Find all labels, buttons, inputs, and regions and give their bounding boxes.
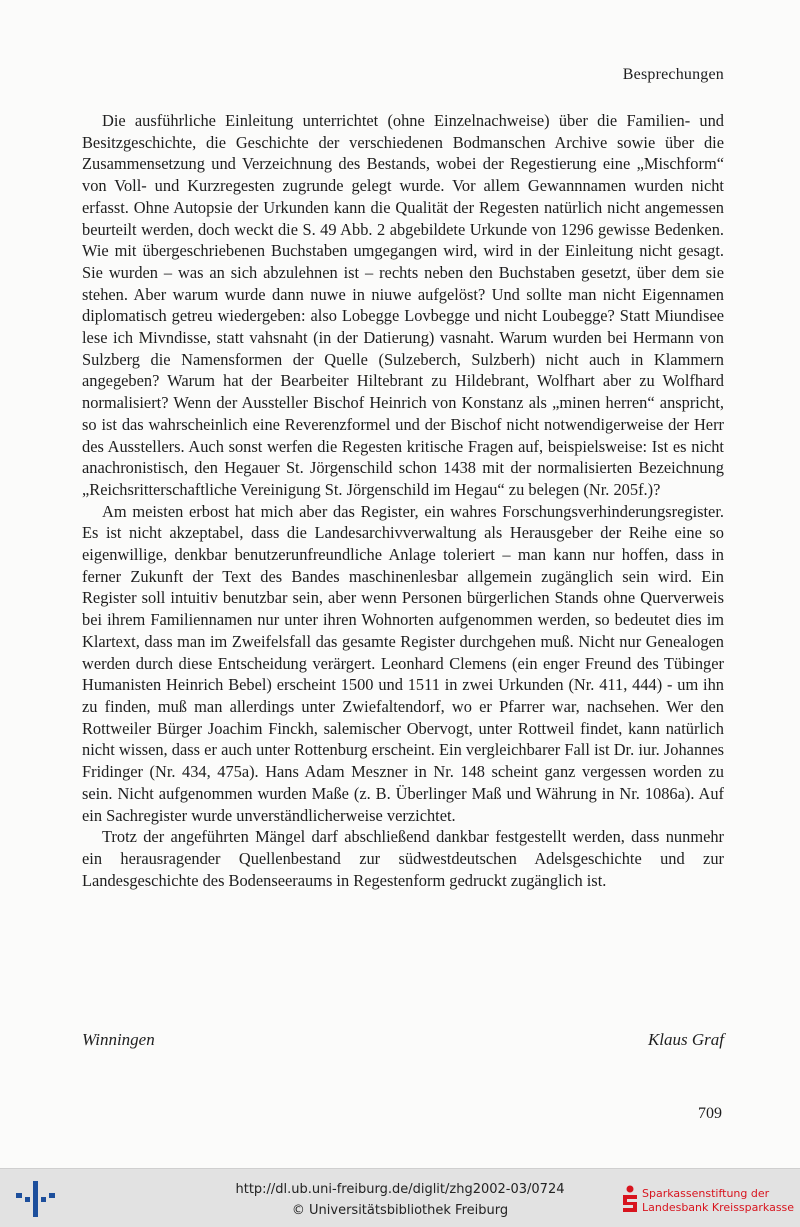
sponsor-line-2: Landesbank Kreissparkasse xyxy=(642,1201,795,1214)
copyright-notice: © Universitätsbibliothek Freiburg xyxy=(291,1203,509,1218)
permalink-link[interactable]: http://dl.ub.uni-freiburg.de/diglit/zhg2002-03/0724 xyxy=(235,1182,565,1197)
running-head: Besprechungen xyxy=(622,66,724,83)
sponsor-text xyxy=(642,1187,794,1215)
viewer-footer xyxy=(0,1168,800,1227)
paragraph-conclusion: Trotz der angeführten Mängel darf abschließend dankbar festgestellt werden, dass nunmehr ein herausragender Quellenbestand zur südwestdeutschen Adelsgeschichte und zur Landesgeschichte des Bodenseeraums in Regestenform gedruckt zugänglich ist. xyxy=(82,827,724,890)
sponsor-line-1: Sparkassenstiftung der xyxy=(642,1187,770,1200)
paragraph-register: Am meisten erbost hat mich aber das Register, ein wahres Forschungsverhinderungsregister. Es ist nicht akzeptabel, dass die Landesarchivverwaltung als Herausgeber der Reihe eine so eigenwillige, denkbar benutzerunfreundliche Anlage toleriert – man kann nur hoffen, dass in ferner Zukunft der Text des Bandes maschinenlesbar allgemein zugänglich sein wird. Ein Register soll intuitiv benutzbar sein, aber wenn Personen bürgerlichen Stands ohne Querverweis bei ihrem Familiennamen nur unter ihren Wohnorten aufgenommen werden, so bedeutet dies im Klartext, dass man im Zweifelsfall das gesamte Register durchgehen muß. Nicht nur Genealogen werden durch diese Entscheidung verärgert. Leonhard Clemens (ein enger Freund des Tübinger Humanisten Heinrich Bebel) erscheint 1500 und 1511 in zwei Urkunden (Nr. 411, 444) - um ihn zu finden, muß man allerdings unter Zwiefaltendorf, wo er Pfarrer war, nachsehen. Wer den Rottweiler Bürger Joachim Finckh, salemischer Obervogt, unter Rottweil findet, kann natürlich nicht wissen, dass er auch unter Rottenburg erscheint. Ein vergleichbarer Fall ist Dr. iur. Johannes Fridinger (Nr. 434, 475a). Hans Adam Meszner in Nr. 148 scheint ganz vergessen worden zu sein. Nicht aufgenommen wurden Maße (z. B. Überlinger Maß und Währung in Nr. 1086a). Auf ein Sachregister wurde unverständlicherweise verzichtet. xyxy=(82,501,724,825)
review-body xyxy=(82,110,724,891)
signature-place: Winningen xyxy=(82,1030,155,1049)
signature-row xyxy=(82,1030,724,1050)
sparkasse-s-icon xyxy=(620,1185,640,1215)
paragraph-introduction: Die ausführliche Einleitung unterrichtet (ohne Einzelnachweise) über die Familien- und Besitzgeschichte, die Geschichte der verschiedenen Bodmanschen Archive sowie über die Zusammensetzung und Verzeichnung des Bestands, wobei der Regestierung eine „Mischform“ von Voll- und Kurzregesten zugrunde gelegt wurde. Vor allem Gewannnamen wurden nicht erfasst. Ohne Autopsie der Urkunden kann die Qualität der Regesten natürlich nicht angemessen beurteilt werden, doch weckt die S. 49 Abb. 2 abgebildete Urkunde von 1296 gewisse Bedenken. Wie mit übergeschriebenen Buchstaben umgegangen wird, wird in der Einleitung nicht gesagt. Sie wurden – was an sich abzulehnen ist – rechts neben den Buchstaben gesetzt, über dem sie stehen. Aber warum wurde dann nuwe in niuwe aufgelöst? Und sollte man nicht Eigennamen diplomatisch getreu wiedergeben: also Lobegge Lovbegge und nicht Loubegge? Statt Miundisee lese ich Mivndisse, statt vahsnaht (in der Datierung) vasnaht. Warum wurden bei Hermann von Sulzberg die Namensformen der Quelle (Sulzeberch, Sulzberh) nicht auch in Klammern angegeben? Warum hat der Bearbeiter Hiltebrant zu Hildebrant, Wolfhart aber zu Wolfhard normalisiert? Wenn der Aussteller Bischof Heinrich von Konstanz als „minen herren“ anspricht, so ist das wahrscheinlich eine Reverenzformel und der Bischof nicht notwendigerweise der Herr des Ausstellers. Auch sonst werfen die Regesten kritische Fragen auf, beispielsweise: Ist es nicht anachronistisch, den Hegauer St. Jörgenschild schon 1438 mit der normalisierten Bezeichnung „Reichsritterschaftliche Vereinigung St. Jörgenschild im Hegau“ zu belegen (Nr. 205f.)? xyxy=(82,111,724,499)
sponsor-logo[interactable] xyxy=(620,1181,800,1221)
page-number: 709 xyxy=(698,1105,722,1122)
signature-author: Klaus Graf xyxy=(647,1030,724,1049)
